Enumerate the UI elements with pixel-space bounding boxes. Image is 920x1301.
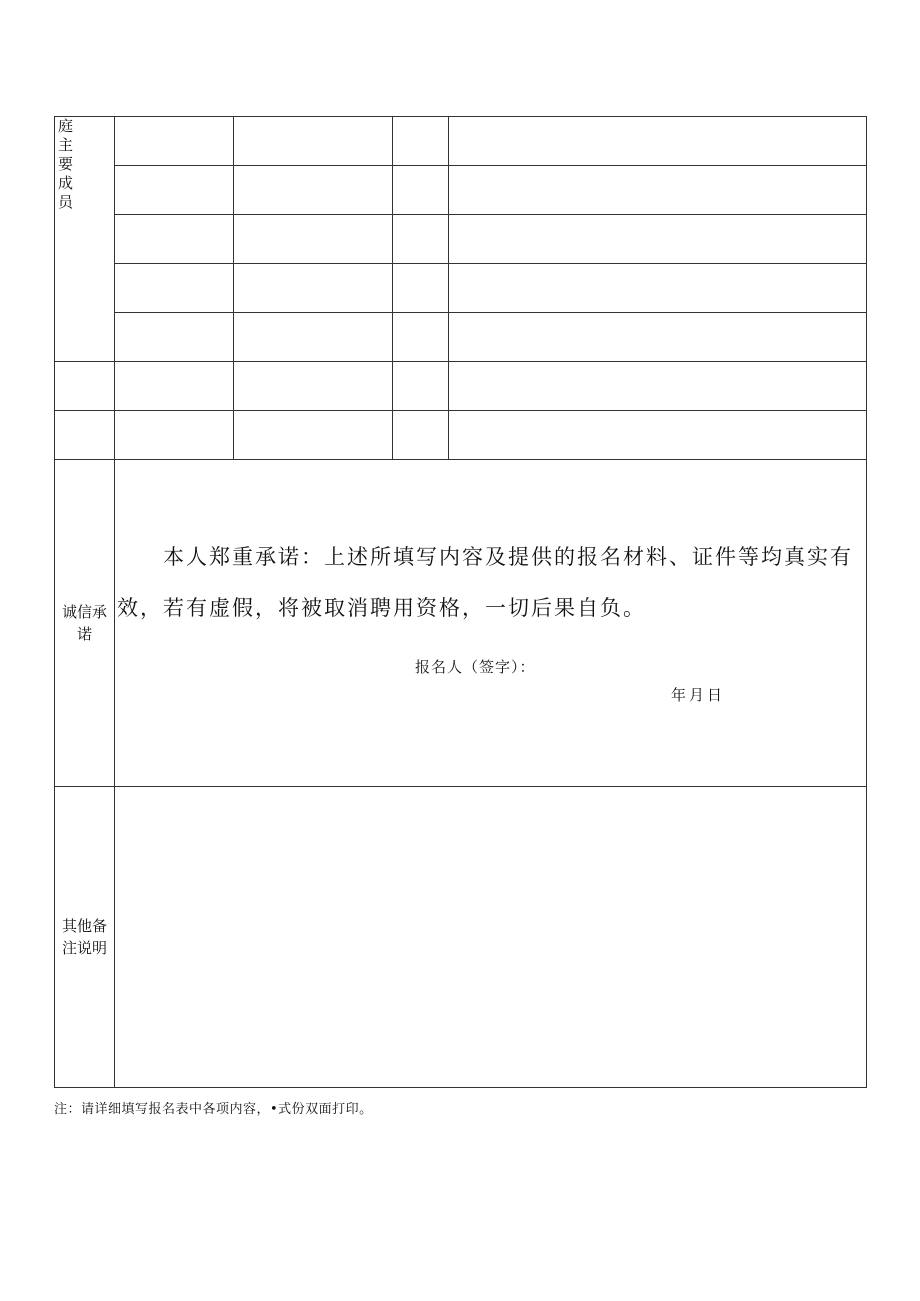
extra-cell[interactable]: [234, 362, 393, 411]
signature-line[interactable]: 报名人（签字）：: [415, 658, 536, 676]
remarks-label: 其他备注说明: [61, 917, 107, 957]
member-workplace-cell[interactable]: [449, 215, 867, 264]
member-name-cell[interactable]: [115, 264, 234, 313]
pledge-statement: 本人郑重承诺：上述所填写内容及提供的报名材料、证件等均真实有效，若有虚假，将被取消聘用资格，一切后果自负。: [117, 545, 853, 620]
footnote: 注：请详细填写报名表中各项内容，•式份双面打印。: [54, 1102, 373, 1117]
member-workplace-cell[interactable]: [449, 166, 867, 215]
pledge-label-cell: [55, 460, 115, 787]
extra-cell[interactable]: [393, 362, 449, 411]
remarks-row: [55, 787, 867, 1088]
member-relation-cell[interactable]: [234, 117, 393, 166]
member-age-cell[interactable]: [393, 166, 449, 215]
extra-cell[interactable]: [393, 411, 449, 460]
pledge-label: 诚信承诺: [61, 603, 107, 643]
family-member-row: [55, 117, 867, 166]
member-relation-cell[interactable]: [234, 166, 393, 215]
family-member-row: [55, 166, 867, 215]
extra-row: [55, 362, 867, 411]
member-workplace-cell[interactable]: [449, 264, 867, 313]
extra-label-cell: [55, 362, 115, 411]
member-age-cell[interactable]: [393, 313, 449, 362]
member-age-cell[interactable]: [393, 264, 449, 313]
member-relation-cell[interactable]: [234, 215, 393, 264]
date-line[interactable]: 年月日: [671, 686, 726, 704]
extra-cell[interactable]: [115, 362, 234, 411]
family-members-label-cell: [55, 117, 115, 362]
family-member-row: [55, 215, 867, 264]
extra-cell[interactable]: [449, 411, 867, 460]
registration-form-table: [54, 116, 867, 1088]
extra-row: [55, 411, 867, 460]
member-workplace-cell[interactable]: [449, 117, 867, 166]
family-members-label: 庭主要成员: [58, 117, 74, 211]
family-member-row: [55, 264, 867, 313]
member-age-cell[interactable]: [393, 117, 449, 166]
member-name-cell[interactable]: [115, 117, 234, 166]
member-relation-cell[interactable]: [234, 264, 393, 313]
extra-cell[interactable]: [234, 411, 393, 460]
member-workplace-cell[interactable]: [449, 313, 867, 362]
member-name-cell[interactable]: [115, 215, 234, 264]
member-name-cell[interactable]: [115, 313, 234, 362]
family-member-row: [55, 313, 867, 362]
member-relation-cell[interactable]: [234, 313, 393, 362]
extra-cell[interactable]: [115, 411, 234, 460]
extra-label-cell: [55, 411, 115, 460]
remarks-content-cell[interactable]: [115, 787, 867, 1088]
member-age-cell[interactable]: [393, 215, 449, 264]
remarks-label-cell: [55, 787, 115, 1088]
member-name-cell[interactable]: [115, 166, 234, 215]
extra-cell[interactable]: [449, 362, 867, 411]
pledge-content-cell: [115, 460, 867, 787]
pledge-row: [55, 460, 867, 787]
